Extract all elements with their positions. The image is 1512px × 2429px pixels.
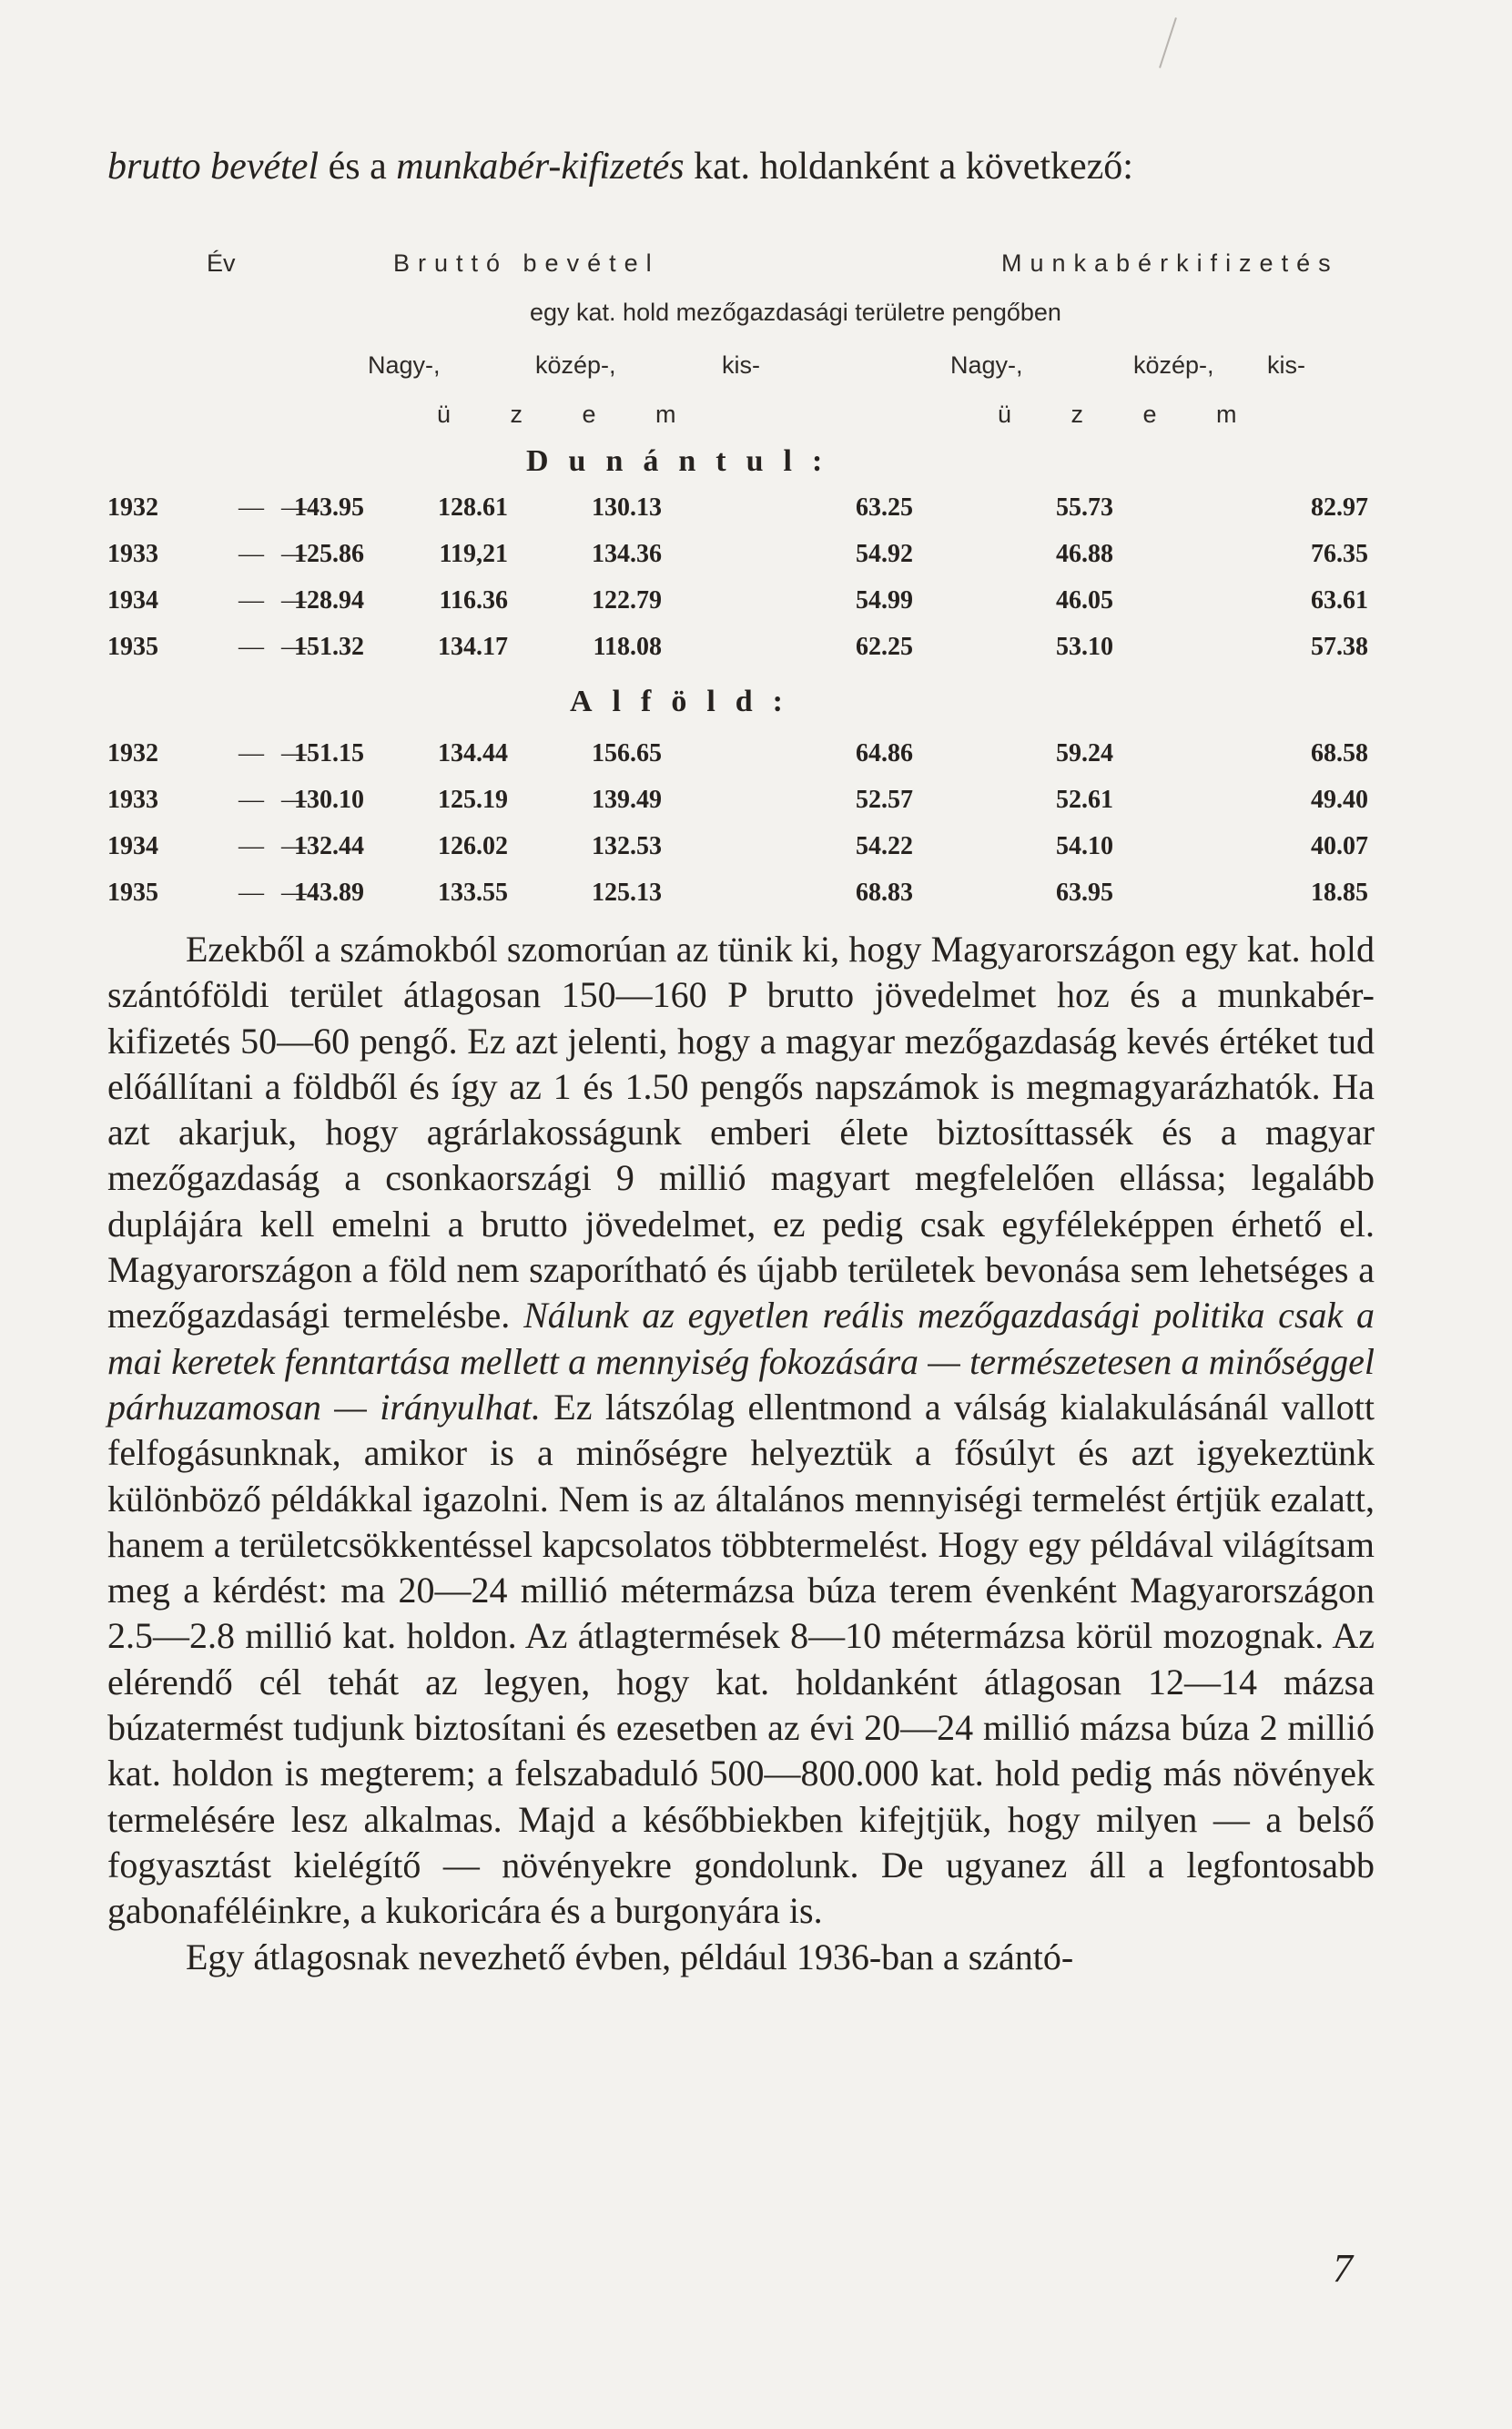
cell-income-large: 143.95 [294,493,364,522]
header-wage-small: kis- [1267,351,1305,379]
cell-income-medium: 125.19 [438,786,508,814]
row-dash: — — [238,540,312,568]
cell-wage-large: 54.22 [856,832,913,860]
body-text-b: Ez látszólag ellentmond a válság kialakulásánál vallott felfogásunknak, amikor is a minőségre helyeztük a fősúlyt és azt igyekeztünk különböző példákkal igazolni. Nem is az általános mennyiségi termelést értjük ezalatt, hanem a területcsökkentéssel kapcsolatos többtermelést. Hogy egy példával világítsam meg a kérdést: ma 20—24 millió métermázsa búza terem évenként Magyarországon 2.5—2.8 millió kat. holdon. Az átlagtermések 8—10 métermázsa körül mozognak. Az elérendő cél tehát az legyen, hogy kat. holdanként átlagosan 12—14 mázsa búzatermést tudjunk biztosítani és ezesetben az évi 20—24 millió mázsa búza 2 millió kat. holdon is megterem; a felszabaduló 500—800.000 kat. hold pedig más növények termelésére lesz alkalmas. Majd a későbbiekben kifejtjük, hogy milyen — a belső fogyasztást kielégítő — növényekre gondolunk. De ugyanez áll a legfontosabb gabonaféléinkre, a kukoricára és a burgonyára is. [107,1386,1375,1932]
table-row [0,739,1512,779]
cell-wage-medium: 55.73 [1056,493,1113,522]
cell-wage-small: 49.40 [1311,786,1368,814]
cell-wage-medium: 59.24 [1056,739,1113,767]
cell-income-medium: 134.44 [438,739,508,767]
cell-wage-medium: 53.10 [1056,633,1113,661]
intro-italic-wage: munkabér-kifizetés [396,146,685,188]
cell-wage-large: 63.25 [856,493,913,522]
header-wage-uzem: ü z e m [998,401,1237,428]
page-number: 7 [1333,2246,1353,2291]
cell-wage-medium: 46.88 [1056,540,1113,568]
cell-income-large: 125.86 [294,540,364,568]
cell-wage-large: 54.92 [856,540,913,568]
cell-wage-large: 62.25 [856,633,913,661]
cell-income-small: 134.36 [592,540,662,568]
intro-paragraph [107,144,1375,189]
cell-wage-small: 57.38 [1311,633,1368,661]
table-header-unit: egy kat. hold mezőgazdasági területre pengőben [530,299,1061,326]
section-title-dunantul: Dunántul: [526,444,843,478]
cell-income-medium: 134.17 [438,633,508,661]
cell-income-small: 118.08 [593,633,662,661]
intro-text-2: kat. holdanként a következő: [684,146,1133,188]
cell-income-medium: 126.02 [438,832,508,860]
row-year: 1932 [107,493,158,522]
row-year: 1934 [107,832,158,860]
table-row [0,879,1512,919]
row-dash: — — [238,493,312,522]
cell-wage-small: 40.07 [1311,832,1368,860]
body-paragraph [107,927,1375,1935]
table-header-year: Év [207,249,236,277]
row-dash: — — [238,832,312,860]
row-year: 1934 [107,586,158,615]
table-row [0,586,1512,626]
cell-wage-large: 52.57 [856,786,913,814]
cell-wage-small: 76.35 [1311,540,1368,568]
cell-income-large: 151.15 [294,739,364,767]
cell-income-medium: 119,21 [439,540,508,568]
row-dash: — — [238,739,312,767]
table-header-income: Bruttó bevétel [393,249,660,277]
row-year: 1935 [107,879,158,907]
row-year: 1935 [107,633,158,661]
intro-italic-income: brutto bevétel [107,146,320,188]
cell-income-small: 122.79 [592,586,662,615]
table-header-wage: Munkabérkifizetés [1001,249,1339,277]
header-income-small: kis- [722,351,760,379]
row-year: 1933 [107,540,158,568]
cell-income-small: 130.13 [592,493,662,522]
table-row [0,493,1512,534]
cell-income-large: 151.32 [294,633,364,661]
intro-text-1: és a [319,146,397,188]
table-row [0,786,1512,826]
cell-income-large: 132.44 [294,832,364,860]
row-dash: — — [238,633,312,661]
body-text-a: Ezekből a számokból szomorúan az tünik ki, hogy Magyarországon egy kat. hold szántóföldi terület átlagosan 150—160 P brutto jövedelmet hoz és a munkabér-kifizetés 50—60 pengő. Ez azt jelenti, hogy a magyar mezőgazdaság kevés értéket tud előállítani a földből és így az 1 és 1.50 pengős napszámok is megmagyarázhatók. Ha azt akarjuk, hogy agrárlakosságunk emberi élete biztosíttassék és a magyar mezőgazdaság a csonkaországi 9 millió magyart megfelelően ellássa; legalább duplájára kell emelni a brutto jövedelmet, ez pedig csak egyféleképpen érhető el. Magyarországon a föld nem szaporítható és újabb területek bevonása sem lehetséges a mezőgazdasági termelésbe. [107,929,1375,1336]
header-wage-large: Nagy-, [950,351,1023,379]
cell-income-medium: 116.36 [439,586,508,615]
header-income-large: Nagy-, [368,351,441,379]
row-dash: — — [238,879,312,907]
cell-income-large: 143.89 [294,879,364,907]
cell-income-large: 128.94 [294,586,364,615]
cell-wage-large: 68.83 [856,879,913,907]
cell-income-small: 125.13 [592,879,662,907]
table-row [0,633,1512,673]
row-year: 1932 [107,739,158,767]
row-dash: — — [238,586,312,615]
cell-wage-large: 64.86 [856,739,913,767]
cell-wage-medium: 46.05 [1056,586,1113,615]
table-row [0,832,1512,872]
cell-income-small: 139.49 [592,786,662,814]
cell-wage-medium: 52.61 [1056,786,1113,814]
cell-wage-small: 82.97 [1311,493,1368,522]
header-income-medium: közép-, [535,351,616,379]
cell-income-medium: 133.55 [438,879,508,907]
scan-mark [1159,17,1177,68]
row-year: 1933 [107,786,158,814]
cell-wage-small: 63.61 [1311,586,1368,615]
cell-income-small: 132.53 [592,832,662,860]
body-text [107,927,1375,1980]
cell-income-large: 130.10 [294,786,364,814]
cell-wage-large: 54.99 [856,586,913,615]
header-wage-medium: közép-, [1133,351,1214,379]
cell-wage-medium: 54.10 [1056,832,1113,860]
row-dash: — — [238,786,312,814]
cell-wage-small: 18.85 [1311,879,1368,907]
table-row [0,540,1512,580]
body-emphasis: Nálunk az egyetlen reális mezőgazdasági politika csak a mai keretek fenntartása mellett a mennyiség fokozására — természetesen a minőséggel párhuzamosan — irányulhat. [107,1295,1375,1428]
body-paragraph: Egy átlagosnak nevezhető évben, például 1936-ban a szántó- [186,1936,1074,1977]
cell-wage-small: 68.58 [1311,739,1368,767]
cell-income-small: 156.65 [592,739,662,767]
cell-wage-medium: 63.95 [1056,879,1113,907]
cell-income-medium: 128.61 [438,493,508,522]
header-income-uzem: ü z e m [437,401,676,428]
section-title-alfold: Alföld: [570,685,803,718]
